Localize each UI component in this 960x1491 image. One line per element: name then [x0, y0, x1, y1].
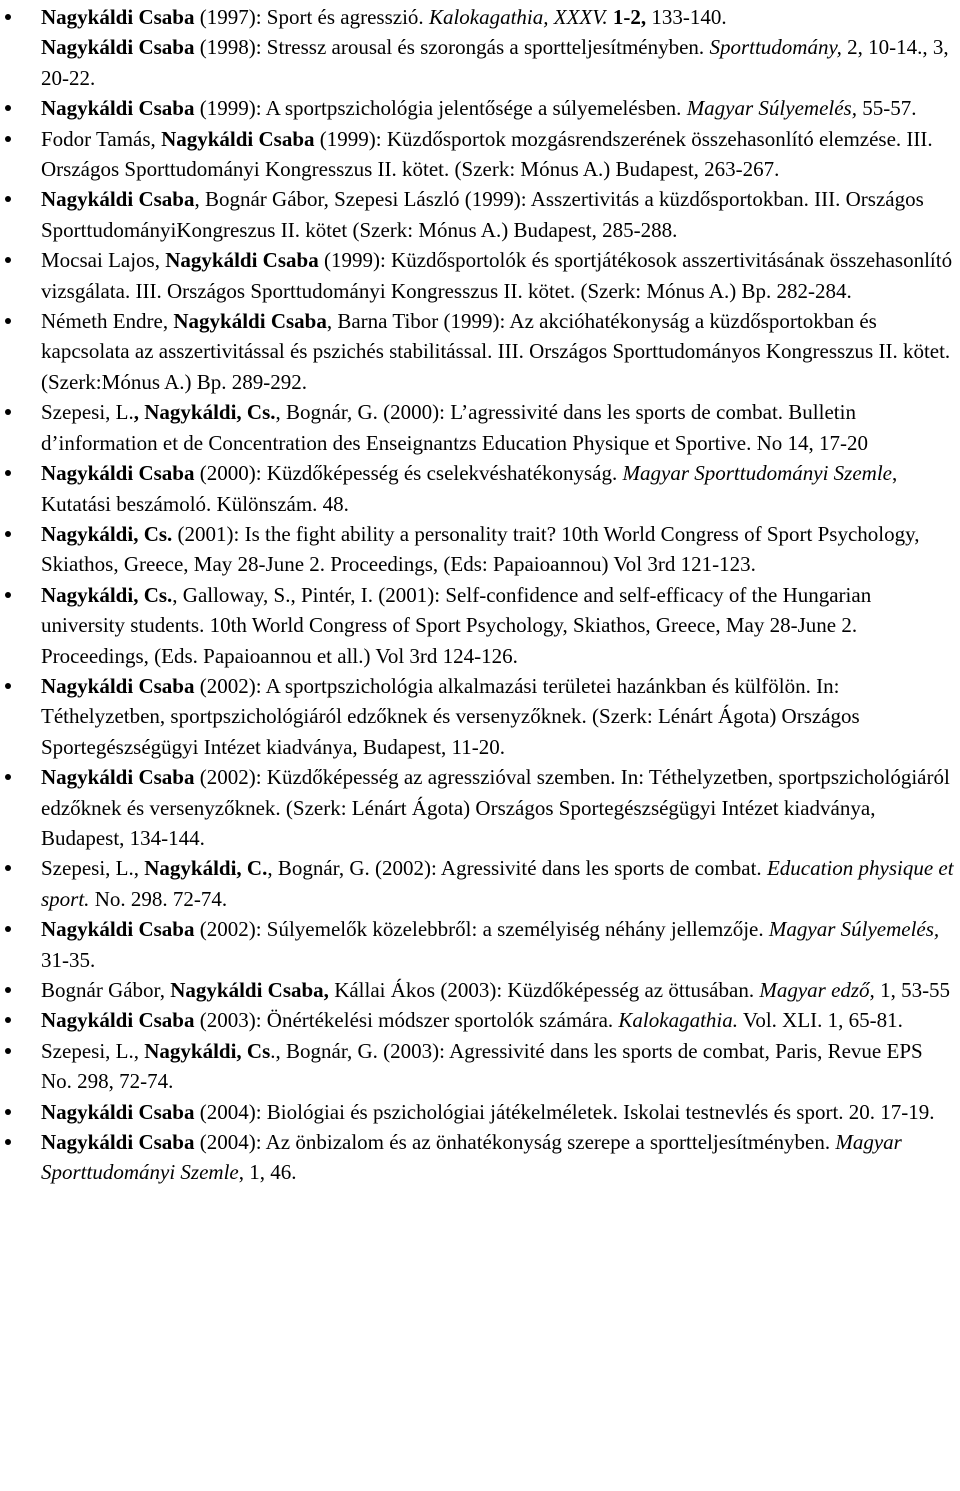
author-highlight: Nagykáldi Csaba,: [170, 978, 329, 1002]
reference-item: [0, 1005, 956, 1035]
author-highlight: Nagykáldi Csaba: [165, 248, 319, 273]
reference-item: [0, 2, 956, 32]
reference-text: 55-57.: [856, 96, 917, 121]
reference-text: Szepesi, L.,: [41, 1038, 145, 1063]
author-highlight: Nagykáldi Csaba: [41, 1008, 195, 1033]
reference-item: [0, 93, 956, 123]
reference-item: [0, 853, 956, 914]
reference-text: (2002): Küzdőképesség az agresszióval szemben. In: Téthelyzetben, sportpszichológiáról edzőknek és versenyzőknek. (Szerk: Lénárt Ágota) Országos Sportegészségügyi Intézet kiadványa, Budapest, 134-144.: [41, 765, 950, 850]
reference-text: , Kutatási beszámoló. Különszám. 48.: [41, 461, 898, 516]
reference-text: Szepesi, L.,: [41, 856, 145, 881]
author-highlight: Nagykáldi, C.: [144, 856, 268, 881]
author-highlight: Nagykáldi Csaba: [41, 673, 195, 698]
reference-item: [0, 306, 956, 397]
journal-title: Magyar Sporttudományi Szemle: [622, 461, 892, 486]
reference-text: 2, 10-14., 3, 20-22.: [41, 35, 949, 90]
author-highlight: Nagykáldi Csaba: [41, 917, 195, 942]
reference-text: (1999): A sportpszichológia jelentősége a súlyemelésben.: [194, 96, 687, 121]
author-highlight: Nagykáldi Csaba: [41, 96, 195, 121]
reference-item: [0, 1097, 956, 1127]
reference-item: [0, 1127, 956, 1188]
reference-text: , Barna Tibor (1999): Az akcióhatékonyság a küzdősportokban és kapcsolata az asszertivitással és pszichés stabilitással. III. Országos Sporttudományos Kongresszus II. kötet. (Szerk:Mónus A.) Bp. 289-292.: [41, 309, 951, 394]
reference-text: (2001): Is the fight ability a personality trait? 10th World Congress of Sport Psychology, Skiathos, Greece, May 28-June 2. Proceedings, (Eds: Papaioannou) Vol 3rd 121-123.: [41, 521, 920, 577]
reference-item: [0, 184, 956, 245]
journal-title: Magyar edző,: [759, 978, 875, 1002]
reference-text: (2004): Biológiai és pszichológiai játékelméletek. Iskolai testnevlés és sport. 20. 17-19.: [194, 1099, 935, 1124]
reference-item: [0, 519, 956, 580]
author-highlight: Nagykáldi, Cs: [144, 1038, 271, 1063]
author-highlight: Nagykáldi, Cs.: [41, 582, 173, 607]
reference-text: No. 298. 72-74.: [89, 886, 228, 911]
reference-text: (2000): Küzdőképesség és cselekvéshatékonyság.: [194, 461, 623, 486]
journal-title: Magyar Sporttudományi Szemle: [41, 1130, 902, 1185]
reference-text: Kállai Ákos (2003): Küzdőképesség az öttusában.: [328, 978, 760, 1002]
reference-item: [0, 762, 956, 853]
journal-title: Magyar Súlyemelés,: [686, 96, 857, 121]
reference-text: Németh Endre,: [41, 309, 174, 334]
reference-text: (2004): Az önbizalom és az önhatékonyság szerepe a sportteljesítményben.: [194, 1130, 836, 1155]
author-highlight: Nagykáldi Csaba: [41, 35, 195, 60]
journal-title: Kalokagathia, XXXV.: [428, 5, 608, 29]
author-highlight: Nagykáldi Csaba: [173, 309, 327, 334]
reference-text: Szepesi, L.: [41, 400, 134, 425]
reference-text: Mocsai Lajos,: [41, 248, 166, 273]
reference-text: ., Bognár, G. (2003): Agressivité dans les sports de combat, Paris, Revue EPS No. 298, 72-74.: [41, 1038, 923, 1094]
reference-text: 1, 53-55: [874, 978, 951, 1002]
reference-text: Fodor Tamás,: [41, 126, 162, 151]
reference-item: [0, 975, 956, 1005]
reference-item: [0, 458, 956, 519]
reference-text: , Bognár, G. (2000): L’agressivité dans les sports de combat. Bulletin d’information et de Concentration des Enseignantzs Education Physique et Sportive. No 14, 17-20: [41, 400, 868, 455]
reference-text: , Bognár, G. (2002): Agressivité dans les sports de combat.: [267, 856, 767, 881]
journal-title: Education physique et sport.: [41, 856, 954, 911]
journal-title: Kalokagathia.: [618, 1008, 739, 1033]
reference-text: 31-35.: [41, 947, 96, 972]
journal-title: Sporttudomány,: [709, 35, 842, 60]
reference-text: (2002): Súlyemelők közelebbről: a személyiség néhány jellemzője.: [194, 917, 769, 942]
reference-text: , Galloway, S., Pintér, I. (2001): Self-confidence and self-efficacy of the Hungarian university students. 10th World Congress of Sport Psychology, Skiathos, Greece, May 28-June 2. Proceedings, (Eds. Papaioannou et all.) Vol 3rd 124-126.: [41, 582, 872, 668]
reference-text: (2002): A sportpszichológia alkalmazási területei hazánkban és külfölön. In: Téthelyzetben, sportpszichológiáról edzőknek és versenyzőknek. (Szerk: Lénárt Ágota) Országos Sportegészségügyi Intézet kiadványa, Budapest, 11-20.: [41, 673, 860, 759]
author-highlight: Nagykáldi Csaba: [41, 1130, 195, 1155]
author-highlight: Nagykáldi Csaba: [41, 5, 195, 29]
reference-text: Vol. XLI. 1, 65-81.: [738, 1008, 903, 1033]
reference-text: 133-140.: [646, 5, 727, 29]
author-highlight: Nagykáldi Csaba: [41, 461, 195, 486]
reference-text: (1997): Sport és agresszió.: [194, 5, 429, 29]
reference-item: [0, 245, 956, 306]
reference-text: (2003): Önértékelési módszer sportolók számára.: [194, 1008, 619, 1033]
author-highlight: Nagykáldi, Cs.: [41, 521, 173, 546]
reference-text: (1999): Küzdősportok mozgásrendszerének összehasonlító elemzése. III. Országos Sporttudományi Kongresszus II. kötet. (Szerk: Mónus A.) Budapest, 263-267.: [41, 126, 933, 182]
reference-item: [0, 397, 956, 458]
author-highlight: Nagykáldi Csaba: [41, 187, 195, 212]
reference-text: (1999): Küzdősportolók és sportjátékosok asszertivitásának összehasonlító vizsgálata. III. Országos Sporttudományi Kongresszus II. kötet. (Szerk: Mónus A.) Bp. 282-284.: [41, 248, 953, 303]
reference-text: , 1, 46.: [238, 1160, 297, 1185]
reference-item: [0, 914, 956, 975]
reference-item: [0, 124, 956, 185]
author-highlight: Nagykáldi Csaba: [161, 126, 315, 151]
author-highlight: Nagykáldi Csaba: [41, 765, 195, 790]
reference-text: (1998): Stressz arousal és szorongás a sportteljesítményben.: [194, 35, 710, 60]
reference-item: [0, 671, 956, 762]
reference-item: [0, 1036, 956, 1097]
reference-text: , Bognár Gábor, Szepesi László (1999): Asszertivitás a küzdősportokban. III. Országos SporttudományiKongreszus II. kötet (Szerk: Mónus A.) Budapest, 285-288.: [41, 187, 924, 242]
reference-text: Bognár Gábor,: [41, 978, 171, 1002]
reference-item: [0, 32, 956, 93]
journal-title: Magyar Súlyemelés,: [768, 917, 940, 942]
author-highlight: , Nagykáldi, Cs.: [133, 400, 276, 425]
author-highlight: Nagykáldi Csaba: [41, 1099, 195, 1124]
reference-list: [0, 2, 956, 1188]
reference-item: [0, 580, 956, 671]
author-highlight: 1-2,: [612, 5, 647, 29]
